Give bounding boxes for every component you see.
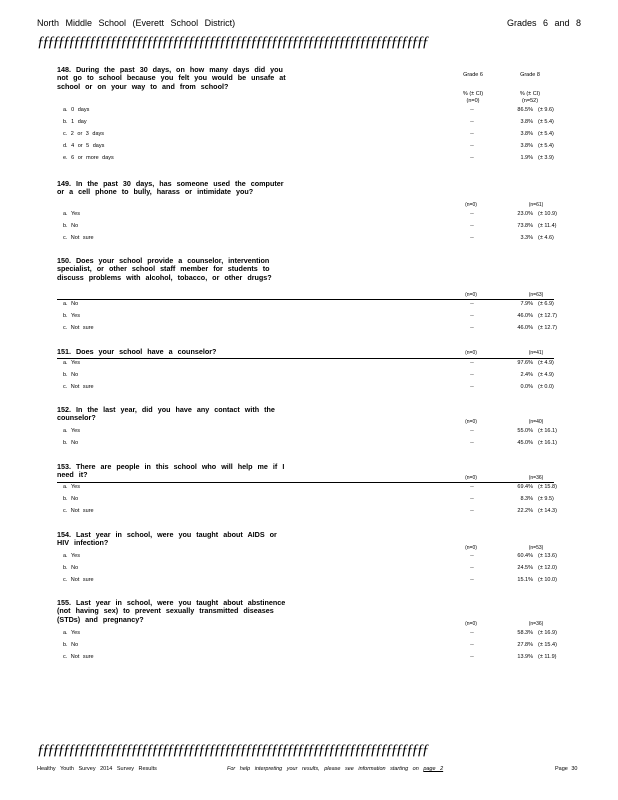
footer-help-link[interactable]: page 2 — [423, 766, 444, 772]
grade8-confidence-interval: (± 15.8) — [538, 484, 557, 490]
grade6-value: -- — [470, 313, 474, 319]
grade6-value: -- — [470, 107, 474, 113]
question-text: 149. In the past 30 days, has someone used the computer or a cell phone to bully, harass or intimidate you? — [57, 179, 284, 197]
answer-label: c. 2 or 3 days — [63, 131, 105, 137]
grade8-confidence-interval: (± 4.9) — [538, 372, 554, 378]
grade8-n-count: (n=53) — [528, 545, 544, 551]
answer-label: c. Not sure — [63, 384, 94, 390]
answer-row — [57, 496, 617, 506]
answer-row — [57, 235, 617, 245]
grade6-value: -- — [470, 211, 474, 217]
question-block — [57, 406, 617, 452]
footer-survey-title: Healthy Youth Survey 2014 Survey Results — [37, 766, 157, 772]
grade8-n-count: (n=40) — [528, 419, 544, 425]
answer-label: b. No — [63, 223, 79, 229]
grade8-confidence-interval: (± 4.6) — [538, 235, 554, 241]
question-text: 154. Last year in school, were you taught about AIDS or HIV infection? — [57, 530, 277, 548]
grade6-value: -- — [470, 440, 474, 446]
grade8-percent: 22.2% — [517, 508, 533, 514]
question-text: 150. Does your school provide a counselor, intervention specialist, or other school staff member for students to discuss problems with alcohol, tobacco, or other drugs? — [57, 256, 272, 282]
grade8-percent: 45.0% — [517, 440, 533, 446]
grades-label: Grades 6 and 8 — [507, 18, 582, 28]
grade8-n-count: (n=36) — [528, 475, 544, 481]
grade8-confidence-interval: (± 0.0) — [538, 384, 554, 390]
question-block — [57, 180, 617, 247]
grade8-percent: 8.3% — [520, 496, 533, 502]
grade8-percent: 3.8% — [520, 119, 533, 125]
answer-row — [57, 508, 617, 518]
grade6-n-count: (n=0) — [465, 202, 477, 208]
grade6-value: -- — [470, 630, 474, 636]
grade6-value: -- — [470, 577, 474, 583]
grade6-column-header: Grade 6 — [463, 72, 483, 78]
grade8-percent: 55.0% — [517, 428, 533, 434]
answer-row — [57, 484, 617, 494]
footer-help-prefix: For help interpreting your results, please see information starting on — [227, 766, 419, 772]
answer-row — [57, 565, 617, 575]
grade6-value: -- — [470, 155, 474, 161]
grade6-n-count: (n=0) — [465, 545, 477, 551]
footer-help-text — [227, 766, 443, 772]
answer-row — [57, 642, 617, 652]
grade8-percent: 46.0% — [517, 313, 533, 319]
answer-row — [57, 107, 617, 117]
grade6-value: -- — [470, 484, 474, 490]
grade6-pct-ci-header: % (± CI) — [462, 91, 484, 97]
answer-label: b. No — [63, 642, 79, 648]
answer-label: a. Yes — [63, 630, 80, 636]
grade6-value: -- — [470, 654, 474, 660]
grade8-percent: 1.9% — [520, 155, 533, 161]
answer-row — [57, 360, 617, 370]
grade6-n-count: (n=0) — [465, 475, 477, 481]
answer-row — [57, 325, 617, 335]
grade6-value: -- — [470, 360, 474, 366]
grade8-confidence-interval: (± 11.4) — [538, 223, 557, 229]
question-block — [57, 531, 617, 589]
grade6-value: -- — [470, 301, 474, 307]
answer-label: b. No — [63, 372, 79, 378]
question-divider — [57, 299, 554, 300]
answer-label: a. Yes — [63, 211, 80, 217]
grade8-percent: 69.4% — [517, 484, 533, 490]
grade6-value: -- — [470, 508, 474, 514]
grade8-percent: 58.3% — [517, 630, 533, 636]
decorative-rule-bottom: ƒƒƒƒƒƒƒƒƒƒƒƒƒƒƒƒƒƒƒƒƒƒƒƒƒƒƒƒƒƒƒƒƒƒƒƒƒƒƒƒƒƒƒƒƒƒƒƒƒƒƒƒƒƒƒƒƒƒƒƒƒƒƒƒƒƒƒƒƒƒƒƒƒƒƒ — [37, 742, 428, 758]
grade8-confidence-interval: (± 16.1) — [538, 428, 557, 434]
grade6-value: -- — [470, 553, 474, 559]
grade8-n-count: (n=61) — [528, 202, 544, 208]
grade6-value: -- — [470, 496, 474, 502]
grade6-value: -- — [470, 384, 474, 390]
grade8-confidence-interval: (± 11.9) — [538, 654, 557, 660]
grade6-value: -- — [470, 143, 474, 149]
grade8-confidence-interval: (± 12.0) — [538, 565, 557, 571]
grade8-confidence-interval: (± 13.6) — [538, 553, 557, 559]
answer-row — [57, 372, 617, 382]
grade8-percent: 15.1% — [517, 577, 533, 583]
answer-row — [57, 131, 617, 141]
answer-label: a. Yes — [63, 428, 80, 434]
grade8-percent: 3.3% — [520, 235, 533, 241]
grade8-confidence-interval: (± 5.4) — [538, 131, 554, 137]
grade8-percent: 3.8% — [520, 131, 533, 137]
grade8-percent: 3.8% — [520, 143, 533, 149]
grade8-confidence-interval: (± 9.5) — [538, 496, 554, 502]
answer-row — [57, 577, 617, 587]
answer-label: c. Not sure — [63, 235, 94, 241]
grade8-percent: 73.8% — [517, 223, 533, 229]
question-text: 155. Last year in school, were you taught about abstinence (not having sex) to prevent sexually transmitted diseases (STDs) and pregnancy? — [57, 598, 286, 624]
grade8-confidence-interval: (± 12.7) — [538, 313, 557, 319]
grade6-n-header: (n=0) — [466, 98, 480, 104]
answer-label: c. Not sure — [63, 577, 94, 583]
grade8-percent: 60.4% — [517, 553, 533, 559]
grade8-confidence-interval: (± 10.0) — [538, 577, 557, 583]
grade8-n-count: (n=36) — [528, 621, 544, 627]
grade8-confidence-interval: (± 5.4) — [538, 143, 554, 149]
answer-label: c. Not sure — [63, 325, 94, 331]
question-text: 153. There are people in this school who will help me if I need it? — [57, 462, 285, 480]
answer-row — [57, 119, 617, 129]
answer-label: a. Yes — [63, 360, 80, 366]
grade8-n-header: (n=52) — [521, 98, 539, 104]
grade8-percent: 46.0% — [517, 325, 533, 331]
answer-row — [57, 654, 617, 664]
grade6-n-count: (n=0) — [465, 350, 477, 356]
grade8-confidence-interval: (± 5.4) — [538, 119, 554, 125]
footer-page-number: Page 30 — [555, 766, 578, 772]
grade6-value: -- — [470, 372, 474, 378]
grade8-confidence-interval: (± 16.1) — [538, 440, 557, 446]
question-text: 151. Does your school have a counselor? — [57, 347, 217, 356]
question-block — [57, 66, 617, 167]
grade8-percent: 23.0% — [517, 211, 533, 217]
answer-label: b. No — [63, 440, 79, 446]
answer-row — [57, 630, 617, 640]
grade6-n-count: (n=0) — [465, 621, 477, 627]
grade8-pct-ci-header: % (± CI) — [519, 91, 541, 97]
grade6-value: -- — [470, 119, 474, 125]
grade8-confidence-interval: (± 16.9) — [538, 630, 557, 636]
school-name: North Middle School (Everett School District) — [37, 18, 236, 28]
grade8-confidence-interval: (± 6.9) — [538, 301, 554, 307]
answer-label: a. 0 days — [63, 107, 90, 113]
question-block — [57, 257, 617, 337]
grade8-percent: 27.8% — [517, 642, 533, 648]
grade8-percent: 13.9% — [517, 654, 533, 660]
grade6-n-count: (n=0) — [465, 419, 477, 425]
answer-row — [57, 211, 617, 221]
grade8-percent: 0.0% — [520, 384, 533, 390]
answer-row — [57, 223, 617, 233]
question-block — [57, 599, 617, 666]
grade6-value: -- — [470, 565, 474, 571]
answer-row — [57, 440, 617, 450]
grade8-percent: 7.9% — [520, 301, 533, 307]
answer-label: d. 4 or 5 days — [63, 143, 105, 149]
question-divider — [57, 358, 554, 359]
grade8-n-count: (n=41) — [528, 350, 544, 356]
answer-label: c. Not sure — [63, 654, 94, 660]
question-block — [57, 348, 617, 396]
grade8-confidence-interval: (± 10.9) — [538, 211, 557, 217]
grade6-value: -- — [470, 428, 474, 434]
question-text: 152. In the last year, did you have any contact with the counselor? — [57, 405, 275, 423]
answer-label: b. No — [63, 565, 79, 571]
grade8-percent: 2.4% — [520, 372, 533, 378]
grade6-value: -- — [470, 325, 474, 331]
grade8-confidence-interval: (± 12.7) — [538, 325, 557, 331]
question-divider — [57, 482, 554, 483]
grade6-value: -- — [470, 223, 474, 229]
grade8-n-count: (n=63) — [528, 292, 544, 298]
grade8-percent: 97.6% — [517, 360, 533, 366]
answer-label: b. 1 day — [63, 119, 87, 125]
grade6-value: -- — [470, 642, 474, 648]
question-block — [57, 463, 617, 520]
answer-row — [57, 313, 617, 323]
answer-row — [57, 143, 617, 153]
grade8-confidence-interval: (± 15.4) — [538, 642, 557, 648]
answer-row — [57, 301, 617, 311]
answer-row — [57, 155, 617, 165]
grade8-confidence-interval: (± 9.6) — [538, 107, 554, 113]
grade6-n-count: (n=0) — [465, 292, 477, 298]
grade8-confidence-interval: (± 3.9) — [538, 155, 554, 161]
grade6-value: -- — [470, 235, 474, 241]
grade6-value: -- — [470, 131, 474, 137]
decorative-rule-top: ƒƒƒƒƒƒƒƒƒƒƒƒƒƒƒƒƒƒƒƒƒƒƒƒƒƒƒƒƒƒƒƒƒƒƒƒƒƒƒƒƒƒƒƒƒƒƒƒƒƒƒƒƒƒƒƒƒƒƒƒƒƒƒƒƒƒƒƒƒƒƒƒƒƒƒ — [37, 34, 428, 50]
answer-label: e. 6 or more days — [63, 155, 114, 161]
grade8-confidence-interval: (± 14.3) — [538, 508, 557, 514]
answer-label: a. Yes — [63, 484, 80, 490]
answer-row — [57, 428, 617, 438]
grade8-percent: 24.5% — [517, 565, 533, 571]
question-text: 148. During the past 30 days, on how many days did you not go to school because you felt you would be unsafe at school or on your way to and from school? — [57, 65, 286, 91]
answer-label: a. Yes — [63, 553, 80, 559]
answer-label: b. No — [63, 496, 79, 502]
answer-label: a. No — [63, 301, 79, 307]
answer-row — [57, 384, 617, 394]
grade8-column-header: Grade 8 — [520, 72, 540, 78]
grade8-percent: 86.5% — [517, 107, 533, 113]
answer-label: b. Yes — [63, 313, 80, 319]
answer-row — [57, 553, 617, 563]
answer-label: c. Not sure — [63, 508, 94, 514]
grade8-confidence-interval: (± 4.9) — [538, 360, 554, 366]
